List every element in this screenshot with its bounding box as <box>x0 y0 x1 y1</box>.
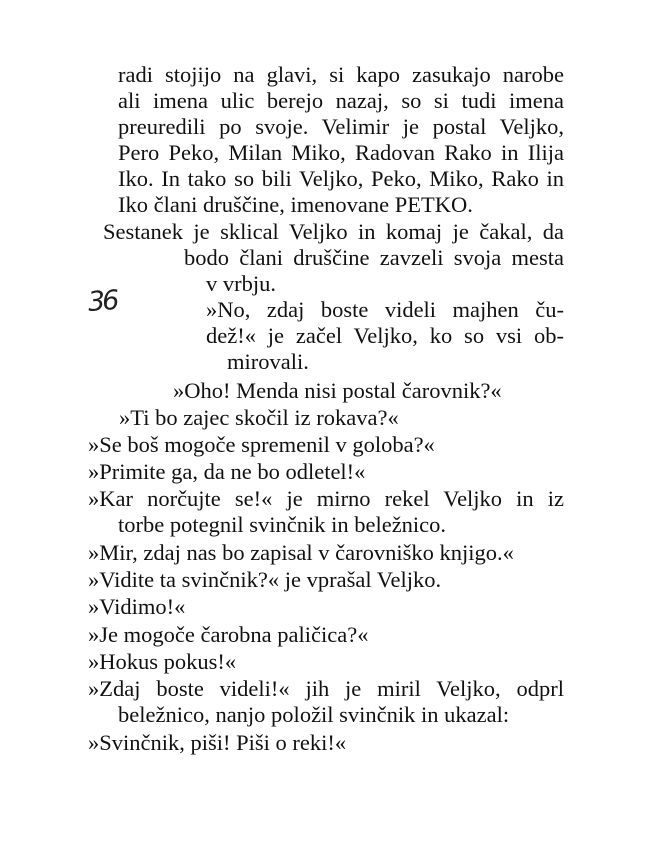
text-line: »Zdaj boste videli!« jih je miril Veljko, odprl <box>88 676 564 701</box>
text-line: bodo člani druščine zavzeli svoja mesta <box>184 245 564 270</box>
text-line: »Hokus pokus!« <box>88 649 237 674</box>
text-line: beležnico, nanjo položil svinčnik in ukazal: <box>118 702 510 727</box>
text-line: »Ti bo zajec skočil iz rokava?« <box>119 405 399 430</box>
text-line: »Mir, zdaj nas bo zapisal v čarovniško knjigo.« <box>88 540 514 565</box>
text-line: »Je mogoče čarobna paličica?« <box>88 622 369 647</box>
text-line: Pero Peko, Milan Miko, Radovan Rako in Ilija <box>118 140 564 165</box>
text-line: »Se boš mogoče spremenil v goloba?« <box>88 432 435 457</box>
text-line: preuredili po svoje. Velimir je postal Veljko, <box>118 114 564 139</box>
text-line: radi stojijo na glavi, si kapo zasukajo narobe <box>118 62 564 87</box>
handwritten-page-number: 36 <box>86 285 118 318</box>
text-line: v vrbju. <box>206 271 276 296</box>
text-line: »Vidimo!« <box>88 594 186 619</box>
text-line: Sestanek je sklical Veljko in komaj je čakal, da <box>103 219 564 244</box>
text-line: dež!« je začel Veljko, ko so vsi ob- <box>206 323 564 348</box>
text-line: »Kar norčujte se!« je mirno rekel Veljko in iz <box>88 486 564 511</box>
text-line: mirovali. <box>227 349 309 374</box>
text-line: Iko člani druščine, imenovane PETKO. <box>118 192 473 217</box>
text-line: »Primite ga, da ne bo odletel!« <box>88 459 366 484</box>
text-line: torbe potegnil svinčnik in beležnico. <box>118 512 447 537</box>
text-line: »Vidite ta svinčnik?« je vprašal Veljko. <box>88 567 442 592</box>
text-line: »Svinčnik, piši! Piši o reki!« <box>88 730 347 755</box>
text-line: ali imena ulic berejo nazaj, so si tudi imena <box>118 88 564 113</box>
text-line: »No, zdaj boste videli majhen ču- <box>206 297 564 322</box>
text-line: Iko. In tako so bili Veljko, Peko, Miko, Rako in <box>118 166 564 191</box>
text-line: »Oho! Menda nisi postal čarovnik?« <box>173 378 502 403</box>
